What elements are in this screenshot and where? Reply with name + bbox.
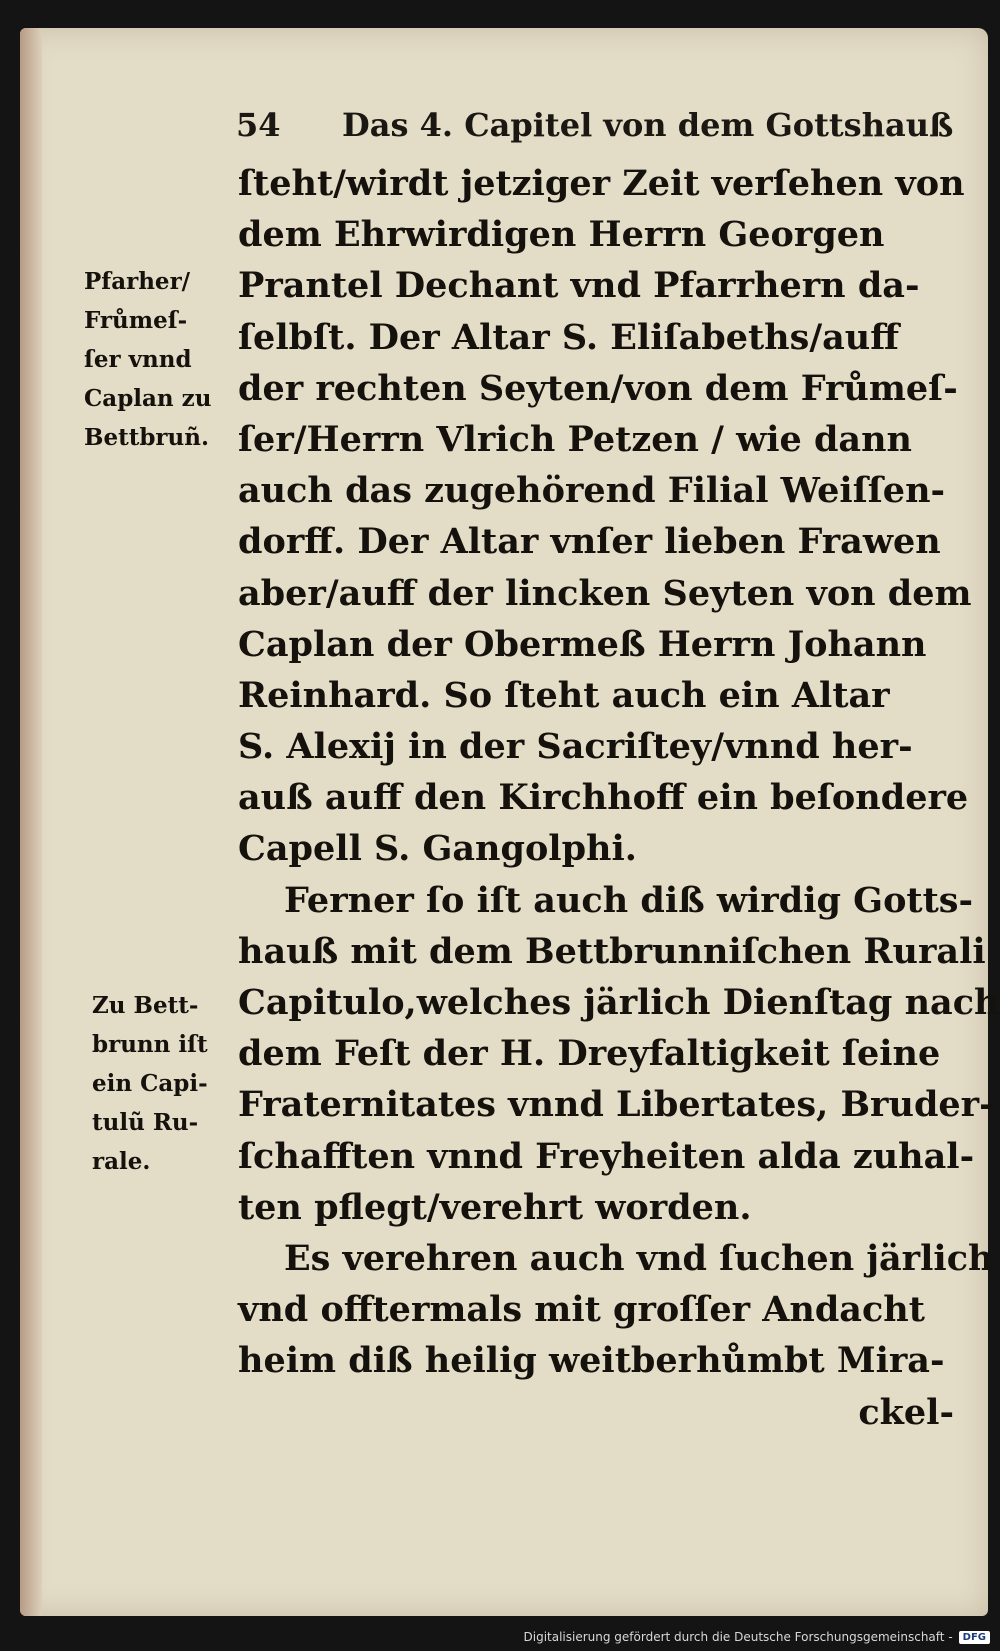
text-line: Capitulo,welches järlich Dienſtag nach — [238, 982, 1000, 1023]
catchword: ckel- — [858, 1391, 954, 1433]
text-line: ten pflegt/verehrt worden. — [238, 1186, 752, 1228]
text-line: dem Ehrwirdigen Herrn Georgen — [238, 214, 885, 256]
text-line: heim diß heilig weitberhůmbt Mira- — [238, 1340, 945, 1382]
text-line: S. Alexij in der Sacriſtey/vnnd her- — [238, 726, 913, 768]
text-line: Capell S. Gangolphi. — [238, 828, 637, 870]
marginal-line: ſer vnnd — [84, 346, 192, 373]
marginal-line: rale. — [92, 1148, 151, 1175]
marginal-note-capitulum — [92, 986, 250, 1181]
running-head — [232, 104, 954, 148]
text-line: Caplan der Obermeß Herrn Johann — [238, 623, 927, 665]
text-line: Prantel Dechant vnd Pfarrhern da- — [238, 265, 920, 307]
page-edge — [20, 28, 42, 1616]
text-line: ſchafften vnnd Freyheiten alda zuhal- — [238, 1135, 975, 1177]
marginal-line: Pfarher/ — [84, 268, 191, 295]
marginal-line: tulũ Ru- — [92, 1109, 199, 1136]
text-line: Es verehren auch vnd ſuchen järlich — [284, 1237, 994, 1279]
marginal-line: brunn iſt — [92, 1031, 208, 1058]
text-line: hauß mit dem Bettbrunniſchen Rurali — [238, 930, 986, 972]
text-line: vnd offtermals mit groſſer Andacht — [238, 1289, 925, 1331]
text-line: ſelbſt. Der Altar S. Eliſabeths/auff — [238, 316, 899, 358]
text-line: dorff. Der Altar vnſer lieben Frawen — [238, 521, 941, 563]
text-line: Fraternitates vnnd Libertates, Bruder- — [238, 1084, 994, 1126]
text-line: aber/auff der lincken Seyten von dem — [238, 572, 972, 614]
main-text — [238, 158, 1000, 1438]
marginal-note-clergy — [84, 262, 242, 457]
marginal-line: Caplan zu — [84, 385, 212, 412]
text-line: Ferner ſo iſt auch diß wirdig Gotts- — [284, 879, 973, 921]
text-line: der rechten Seyten/von dem Frůmeſ- — [238, 367, 958, 409]
text-line: auch das zugehörend Filial Weiſſen- — [238, 470, 946, 512]
marginal-line: ein Capi- — [92, 1070, 208, 1097]
text-line: auß auff den Kirchhoff ein beſondere — [238, 777, 969, 819]
marginal-line: Frůmeſ- — [84, 307, 188, 334]
text-line: Reinhard. So ſteht auch ein Altar — [238, 674, 890, 716]
text-line: ſteht/wirdt jetziger Zeit verſehen von — [238, 163, 965, 204]
funding-credit: Digitalisierung gefördert durch die Deutsche Forschungsgemeinschaft - — [523, 1630, 953, 1644]
digitization-footer — [524, 1627, 991, 1647]
page-number: 54 — [236, 106, 281, 144]
marginal-line: Zu Bett- — [92, 992, 199, 1019]
dfg-logo: DFG — [959, 1631, 990, 1644]
text-line: ſer/Herrn Vlrich Petzen / wie dann — [238, 418, 913, 460]
text-line: dem Feſt der H. Dreyfaltigkeit ſeine — [238, 1033, 941, 1075]
marginal-line: Bettbruñ. — [84, 424, 209, 451]
running-title: Das 4. Capitel von dem Gottshauß — [342, 106, 954, 144]
